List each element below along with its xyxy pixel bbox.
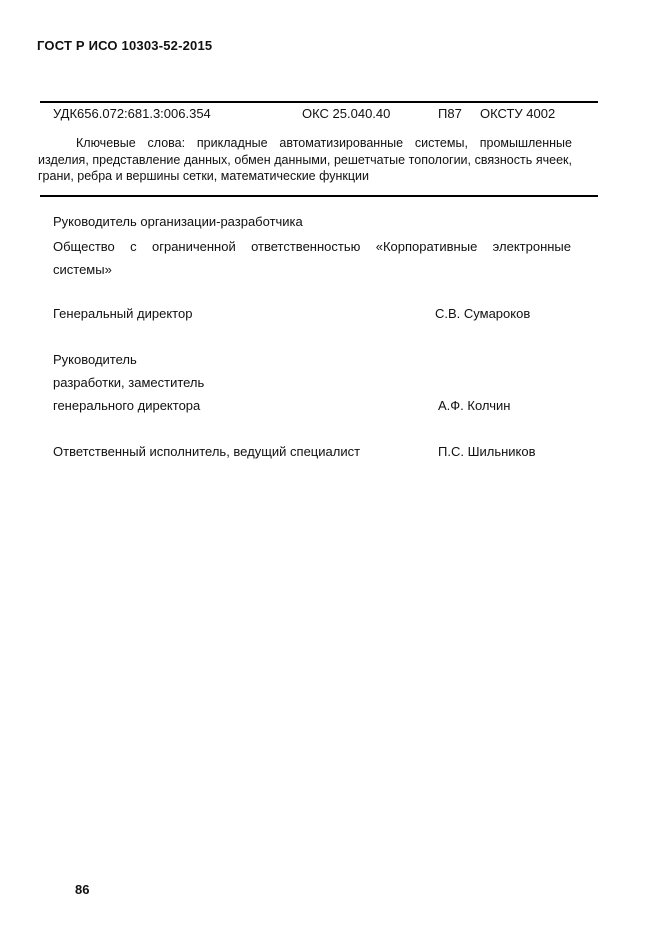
okstu-code: ОКСТУ 4002 [480,106,556,121]
signatory-3-title: Ответственный исполнитель, ведущий специалист [53,444,361,459]
top-rule [40,101,598,103]
group-code: П87 [438,106,462,121]
udk-code: УДК656.072:681.3:006.354 [53,106,211,121]
signatory-1-name: С.В. Сумароков [435,306,531,321]
developer-org-heading: Руководитель организации-разработчика [53,214,303,229]
page-number: 86 [75,882,90,897]
signatory-1-title: Генеральный директор [53,306,193,321]
oks-code: ОКС 25.040.40 [302,106,391,121]
signatory-2-title-line-2: разработки, заместитель [53,375,205,390]
signatory-2-title-line-1: Руководитель [53,352,137,367]
keywords-block [38,135,572,185]
signatory-2-title-line-3: генерального директора [53,398,201,413]
developer-org-name: Общество с ограниченной ответственностью «Корпоративные электронные системы» [53,239,571,277]
keywords-text: Ключевые слова: прикладные автоматизированные системы, промышленные изделия, представление данных, обмен данными, решетчатые топологии, связность ячеек, грани, ребра и вершины сетки, математические функции [38,136,572,183]
signatory-2-name: А.Ф. Колчин [438,398,511,413]
signatory-3-name: П.С. Шильников [438,444,536,459]
bottom-rule [40,195,598,197]
document-header: ГОСТ Р ИСО 10303-52-2015 [37,38,213,53]
